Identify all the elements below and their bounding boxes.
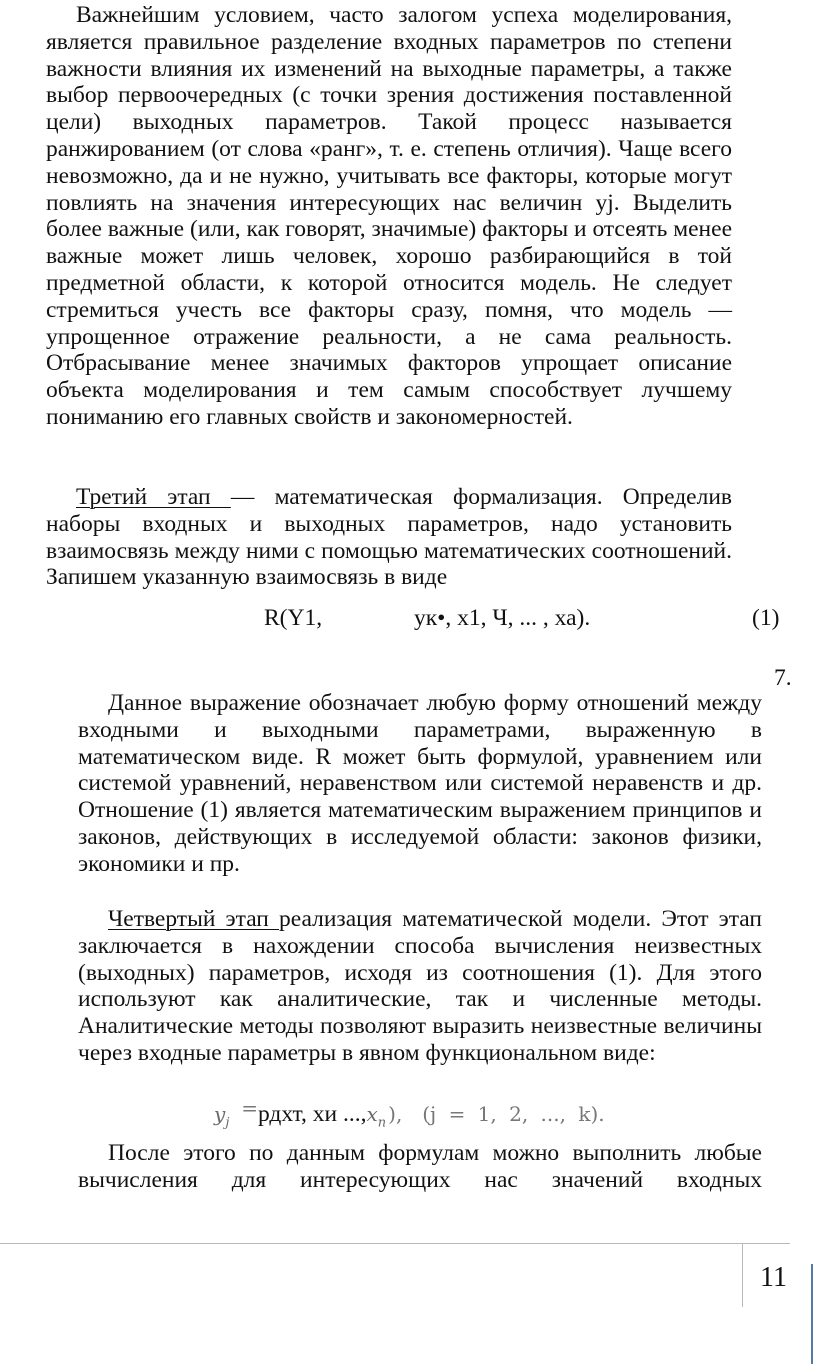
equation-2 xyxy=(214,1096,605,1138)
equation-2-equals: = xyxy=(241,1096,258,1120)
fourth-stage-text: реализация математической модели. Этот этап заключается в нахождении способа вычисления неизвестных (выходных) параметров, исходя из соотношения (1). Для этого используют как аналитические, так и численные методы. Аналитические методы позволяют выразить неизвестные величины через входные параметры в явном функциональном виде: xyxy=(78,906,763,1066)
stray-mark-wrap xyxy=(774,664,792,692)
paragraph-ranking: Важнейшим условием, часто залогом успеха моделирования, является правильное разделение входных параметров по степени важности влияния их изменений на выходные параметры, а также выбор первоочередных (с точки зрения достижения поставленной цели) выходных параметров. Такой процесс называется ранжированием (от слова «ранг», т. е. степень отличия). Чаще всего невозможно, да и не нужно, учитывать все факторы, которые могут повлиять на значения интересующих нас величин yj. Выделить более важные (или, как говорят, значимые) факторы и отсеять менее важные может лишь человек, хорошо разбирающийся в той предметной области, к которой относится модель. Не следует стремиться учесть все факторы сразу, помня, что модель — упрощенное отражение реальности, а не сама реальность. Отбрасывание менее значимых факторов упрощает описание объекта моделирования и тем самым способствует лучшему пониманию его главных свойств и закономерностей. xyxy=(46,2,732,430)
equation-1-middle: ук•, х1, Ч, ... , ха). xyxy=(414,605,591,631)
equation-2-body: рдхт, хи ..., xyxy=(257,1101,367,1127)
footer-divider xyxy=(742,1243,743,1307)
equation-1-left: R(Y1, xyxy=(264,605,323,631)
paragraph-after: После этого по данным формулам можно выполнить любые вычисления для интересующих нас значений входных xyxy=(78,1140,762,1193)
stray-mark: 7. xyxy=(774,665,792,691)
footer-rule xyxy=(0,1243,790,1244)
equation-2-sub-j: j xyxy=(225,1115,230,1131)
equation-1-number-wrap xyxy=(752,604,779,632)
equation-2-range: (j = 1, 2, ..., k). xyxy=(422,1102,605,1126)
equation-2-close: ), xyxy=(388,1102,403,1126)
fourth-stage-heading: Четвертый этап xyxy=(108,906,280,932)
paragraph-fourth-stage xyxy=(78,906,762,1067)
equation-1-middle-wrap xyxy=(414,604,590,632)
page-edge-marker xyxy=(811,1264,813,1364)
page-number: 11 xyxy=(760,1262,787,1293)
paragraph-expression: Данное выражение обозначает любую форму отношений между входными и выходными параметрами, выраженную в математическом виде. R может быть формулой, уравнением или системой уравнений, неравенством или системой неравенств и др. Отношение (1) является математическим выражением принципов и законов, действующих в исследуемой области: законов физики, экономики и пр. xyxy=(78,690,762,877)
equation-2-y: y xyxy=(214,1102,226,1126)
paragraph-third-stage xyxy=(46,484,732,591)
third-stage-heading: Третий этап xyxy=(76,484,231,510)
equation-1-number: (1) xyxy=(752,605,780,631)
third-stage-text: — математическая формализация. Определив наборы входных и выходных параметров, надо установить взаимосвязь между ними с помощью математических соотношений. Запишем указанную взаимосвязь в виде xyxy=(46,484,732,591)
equation-2-sub-n: n xyxy=(377,1115,387,1131)
equation-1 xyxy=(264,604,322,632)
equation-2-x: x xyxy=(366,1102,378,1126)
